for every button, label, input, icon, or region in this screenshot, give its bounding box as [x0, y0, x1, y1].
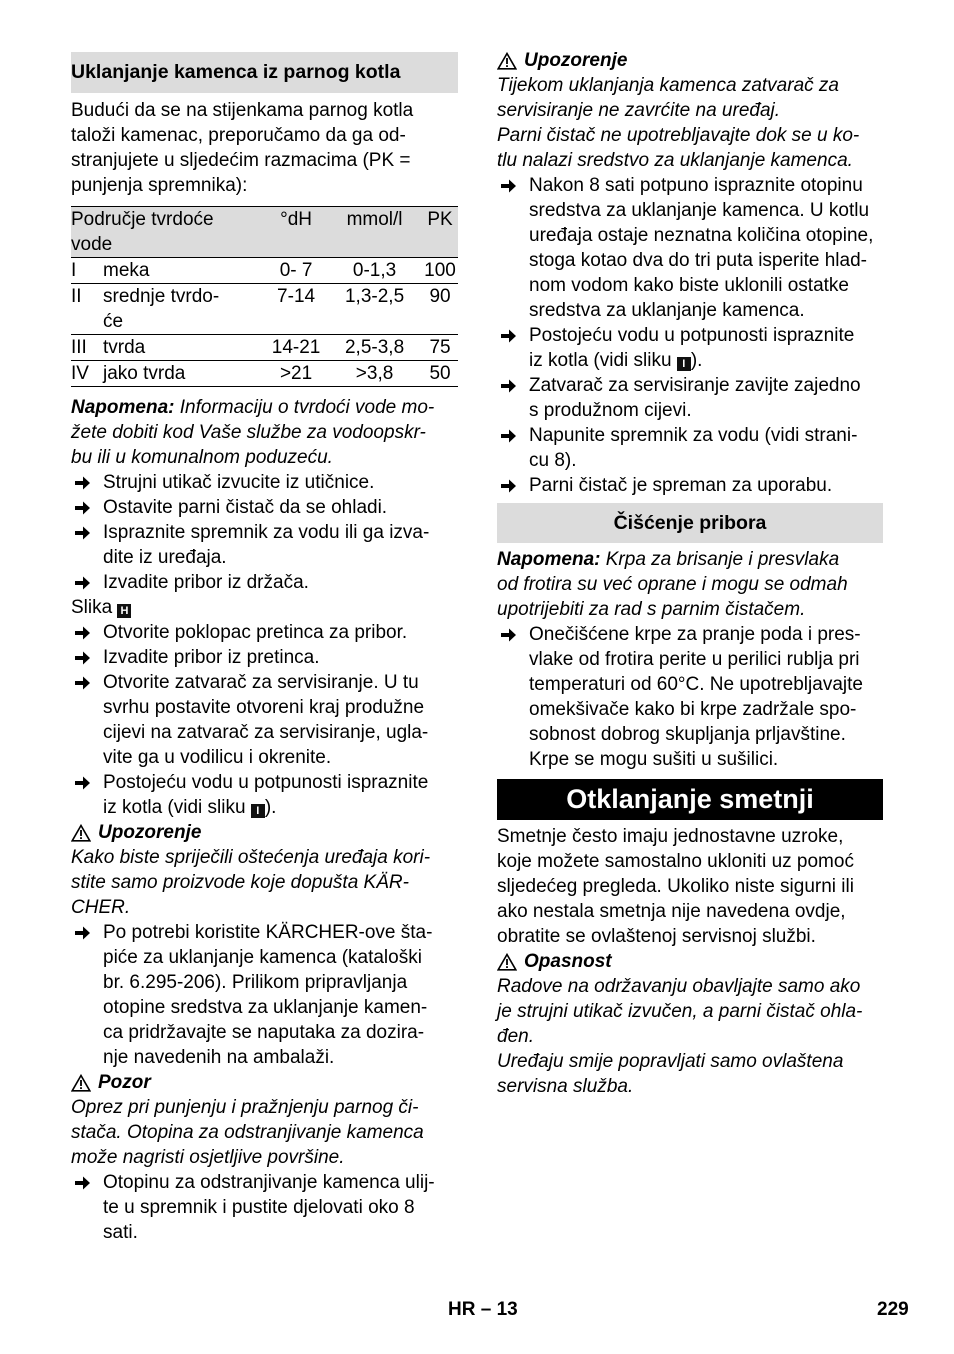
step-line: svrhu postavite otvoreni kraj produžne — [103, 697, 425, 718]
bullet-step — [497, 173, 883, 323]
warning-triangle-icon — [71, 1074, 91, 1092]
paragraph-line: obratite se ovlaštenoj servisnoj službi. — [497, 926, 816, 947]
bullet-step — [71, 570, 458, 595]
arrow-right-icon — [500, 378, 517, 394]
cell-name — [103, 258, 265, 284]
note-text: Krpa za brisanje i presvlaka — [600, 549, 840, 570]
bullet-step — [497, 622, 883, 772]
danger-line: servisna služba. — [497, 1076, 634, 1097]
note-line — [497, 547, 883, 572]
step-line: Nakon 8 sati potpuno ispraznite otopinu — [529, 175, 863, 196]
cell-mmol: 0-1,3 — [327, 258, 422, 284]
header-text: vode — [71, 234, 113, 255]
caution-line: stača. Otopina za odstranjivanje kamenca — [71, 1122, 424, 1143]
warning-text — [497, 73, 883, 173]
cell-text: će — [103, 311, 124, 332]
spacer — [71, 387, 458, 395]
paragraph-line: Budući da se na stijenkama parnog kotla — [71, 100, 414, 121]
cell-mmol: >3,8 — [327, 361, 422, 387]
note-line — [71, 420, 458, 445]
danger-line: Radove na održavanju obavljajte samo ako — [497, 976, 861, 997]
table-row — [71, 335, 458, 361]
step-line: Krpe se mogu sušiti u sušilici. — [529, 749, 779, 770]
step-line — [529, 348, 883, 373]
cell-text: meka — [103, 260, 150, 281]
step-line: cijevi na zatvarač za servisiranje, ugla- — [103, 722, 429, 743]
bullet-step — [71, 670, 458, 770]
bullet-step — [71, 920, 458, 1070]
bullet-step — [497, 373, 883, 423]
cell-num: III — [71, 335, 103, 361]
bullet-step — [497, 423, 883, 473]
warning-text — [71, 845, 458, 920]
note-text: upotrijebiti za rad s parnim čistačem. — [497, 599, 806, 620]
paragraph-line: Smetnje često imaju jednostavne uzroke, — [497, 826, 844, 847]
step-line: Postojeću vodu u potpunosti ispraznite — [529, 325, 855, 346]
arrow-right-icon — [74, 925, 91, 941]
step-line: piće za uklanjanje kamenca (kataloški — [103, 947, 422, 968]
danger-heading — [497, 949, 883, 974]
note — [71, 395, 458, 470]
step-line: br. 6.295-206). Prilikom pripravljanja — [103, 972, 408, 993]
warning-triangle-icon — [497, 52, 517, 70]
paragraph-line: sljedećeg pregleda. Ukoliko niste sigurni ili — [497, 876, 854, 897]
step-line: vlake od frotira perite u perilici rublja pri — [529, 649, 860, 670]
step-line: te u spremnik i pustite djelovati oko 8 — [103, 1197, 415, 1218]
step-line: sati. — [103, 1222, 138, 1243]
arrow-right-icon — [500, 627, 517, 643]
warning-heading — [497, 48, 883, 73]
step-line: sredstva za uklanjanje kamenca. — [529, 300, 805, 321]
cell-name — [103, 284, 265, 335]
warning-heading-label: Upozorenje — [524, 50, 628, 71]
arrow-right-icon — [500, 328, 517, 344]
arrow-right-icon — [74, 650, 91, 666]
arrow-right-icon — [74, 475, 91, 491]
danger-heading-label: Opasnost — [524, 951, 612, 972]
table-row — [71, 284, 458, 335]
left-column — [71, 48, 458, 1245]
bullet-step — [71, 645, 458, 670]
caution-heading-label: Pozor — [98, 1072, 151, 1093]
water-hardness-table — [71, 206, 458, 387]
step-line: nom vodom kako biste uklonili ostatke — [529, 275, 849, 296]
cell-pk: 75 — [422, 335, 458, 361]
bullet-step — [71, 620, 458, 645]
bullet-step — [71, 770, 458, 820]
cell-pk: 90 — [422, 284, 458, 335]
step-line: Po potrebi koristite KÄRCHER-ove šta- — [103, 922, 433, 943]
warning-heading-label: Upozorenje — [98, 822, 202, 843]
step-text: ). — [690, 350, 703, 371]
warning-line: Parni čistač ne upotrebljavajte dok se u ko- — [497, 125, 860, 146]
bullet-step — [71, 495, 458, 520]
warning-line: servisiranje ne zavrćite na uređaj. — [497, 100, 781, 121]
table-row — [71, 361, 458, 387]
step-line: Ostavite parni čistač da se ohladi. — [103, 497, 388, 518]
note-text: bu ili u komunalnom poduzeću. — [71, 447, 333, 468]
step-line: Onečišćene krpe za pranje poda i pres- — [529, 624, 861, 645]
header-pk: PK — [422, 207, 458, 258]
paragraph-line: punjenja spremnika): — [71, 175, 248, 196]
arrow-right-icon — [74, 500, 91, 516]
caution-line: može nagristi osjetljive površine. — [71, 1147, 345, 1168]
arrow-right-icon — [500, 478, 517, 494]
bullet-step — [497, 323, 883, 373]
arrow-right-icon — [74, 775, 91, 791]
cell-mmol: 1,3-2,5 — [327, 284, 422, 335]
step-line: Izvadite pribor iz pretinca. — [103, 647, 320, 668]
cell-text: srednje tvrdo- — [103, 286, 220, 307]
table-header-row — [71, 207, 458, 258]
danger-text — [497, 974, 883, 1099]
warning-triangle-icon — [71, 824, 91, 842]
step-line: Napunite spremnik za vodu (vidi strani- — [529, 425, 858, 446]
arrow-right-icon — [74, 1175, 91, 1191]
footer-page-number: 229 — [877, 1299, 909, 1320]
warning-line: stite samo proizvode koje dopušta KÄR- — [71, 872, 409, 893]
cell-dh: 7-14 — [265, 284, 327, 335]
bullet-step — [71, 470, 458, 495]
danger-line: Uređaju smije popravljati samo ovlaštena — [497, 1051, 844, 1072]
header-text: Područje tvrdoće — [71, 209, 214, 230]
step-line — [103, 795, 458, 820]
bullet-step — [71, 1170, 458, 1245]
note-line — [497, 572, 883, 597]
arrow-right-icon — [74, 625, 91, 641]
spacer — [71, 198, 458, 206]
note-label: Napomena: — [71, 397, 175, 418]
figure-ref-box: H — [117, 604, 131, 618]
step-text: ). — [264, 797, 277, 818]
cell-name — [103, 361, 265, 387]
figure-ref-box: I — [677, 357, 691, 371]
warning-line: Kako biste spriječili oštećenja uređaja kori- — [71, 847, 431, 868]
cell-mmol: 2,5-3,8 — [327, 335, 422, 361]
cell-name — [103, 335, 265, 361]
step-line: Otvorite zatvarač za servisiranje. U tu — [103, 672, 419, 693]
step-line: Izvadite pribor iz držača. — [103, 572, 309, 593]
cell-dh: 0- 7 — [265, 258, 327, 284]
caution-heading — [71, 1070, 458, 1095]
step-line: Strujni utikač izvucite iz utičnice. — [103, 472, 375, 493]
note-label: Napomena: — [497, 549, 601, 570]
arrow-right-icon — [500, 428, 517, 444]
paragraph-line: stranjujete u sljedećim razmacima (PK = — [71, 150, 411, 171]
table-row — [71, 258, 458, 284]
header-dh: °dH — [265, 207, 327, 258]
footer-section-label: HR – 13 — [448, 1299, 518, 1320]
step-line: ca pridržavajte se naputaka za dozira- — [103, 1022, 425, 1043]
cell-pk: 100 — [422, 258, 458, 284]
chapter-banner: Otklanjanje smetnji — [497, 779, 883, 820]
step-line: Postojeću vodu u potpunosti ispraznite — [103, 772, 429, 793]
paragraph-line: ako nestala smetnja nije navedena ovdje, — [497, 901, 846, 922]
paragraph-line: taloži kamenac, preporučamo da ga od- — [71, 125, 406, 146]
cell-pk: 50 — [422, 361, 458, 387]
warning-line: tlu nalazi sredstvo za uklanjanje kamenca. — [497, 150, 853, 171]
step-line: Otopinu za odstranjivanje kamenca ulij- — [103, 1172, 435, 1193]
spacer — [497, 772, 883, 779]
danger-line: je strujni utikač izvučen, a parni čistač ohla- — [497, 1001, 863, 1022]
step-line: stoga kotao dva do tri puta isperite hlad- — [529, 250, 867, 271]
cell-num: IV — [71, 361, 103, 387]
figure-ref-box: I — [251, 804, 265, 818]
header-mmol: mmol/l — [327, 207, 422, 258]
section-heading: Uklanjanje kamenca iz parnog kotla — [71, 52, 458, 93]
step-line: Zatvarač za servisiranje zavijte zajedno — [529, 375, 861, 396]
step-line: nje navedenih na ambalaži. — [103, 1047, 335, 1068]
cell-dh: 14-21 — [265, 335, 327, 361]
header-area — [71, 207, 265, 258]
note-line — [71, 395, 458, 420]
step-line: omekšivače kako bi krpe zadržale spo- — [529, 699, 857, 720]
step-line: sobnost dobrog skupljanja prljavštine. — [529, 724, 846, 745]
step-text: iz kotla (vidi sliku — [103, 797, 251, 818]
warning-line: Tijekom uklanjanja kamenca zatvarač za — [497, 75, 839, 96]
step-line: s produžnom cijevi. — [529, 400, 692, 421]
note-text: od frotira su već oprane i mogu se odmah — [497, 574, 848, 595]
cell-text: jako tvrda — [103, 363, 186, 384]
danger-line: đen. — [497, 1026, 534, 1047]
step-line: temperaturi od 60°C. Ne upotrebljavajte — [529, 674, 863, 695]
step-line: otopine sredstva za uklanjanje kamen- — [103, 997, 428, 1018]
paragraph-line: koje možete samostalno ukloniti uz pomoć — [497, 851, 854, 872]
bullet-step — [71, 520, 458, 570]
note-text: Informaciju o tvrdoći vode mo- — [174, 397, 435, 418]
step-line: vite ga u vodilicu i okrenite. — [103, 747, 332, 768]
step-text: iz kotla (vidi sliku — [529, 350, 677, 371]
note-line — [71, 445, 458, 470]
cell-dh: >21 — [265, 361, 327, 387]
figure-reference — [71, 595, 458, 620]
caution-text — [71, 1095, 458, 1170]
step-line: Parni čistač je spreman za uporabu. — [529, 475, 833, 496]
cell-num: II — [71, 284, 103, 335]
note-line — [497, 597, 883, 622]
bullet-step — [497, 473, 883, 498]
warning-triangle-icon — [497, 953, 517, 971]
figure-label: Slika — [71, 597, 113, 618]
right-column — [497, 48, 883, 1099]
arrow-right-icon — [74, 525, 91, 541]
step-line: sredstva za uklanjanje kamenca. U kotlu — [529, 200, 870, 221]
step-line: cu 8). — [529, 450, 577, 471]
arrow-right-icon — [500, 178, 517, 194]
warning-line: CHER. — [71, 897, 131, 918]
step-line: Otvorite poklopac pretinca za pribor. — [103, 622, 408, 643]
step-line: Ispraznite spremnik za vodu ili ga izva- — [103, 522, 430, 543]
cell-text: tvrda — [103, 337, 146, 358]
step-line: uređaja ostaje neznatna količina otopine, — [529, 225, 874, 246]
arrow-right-icon — [74, 575, 91, 591]
note — [497, 547, 883, 622]
caution-line: Oprez pri punjenju i pražnjenju parnog či- — [71, 1097, 419, 1118]
note-text: žete dobiti kod Vaše službe za vodoopskr- — [71, 422, 426, 443]
arrow-right-icon — [74, 675, 91, 691]
cell-num: I — [71, 258, 103, 284]
section-heading: Čišćenje pribora — [497, 503, 883, 543]
step-line: dite iz uređaja. — [103, 547, 227, 568]
warning-heading — [71, 820, 458, 845]
